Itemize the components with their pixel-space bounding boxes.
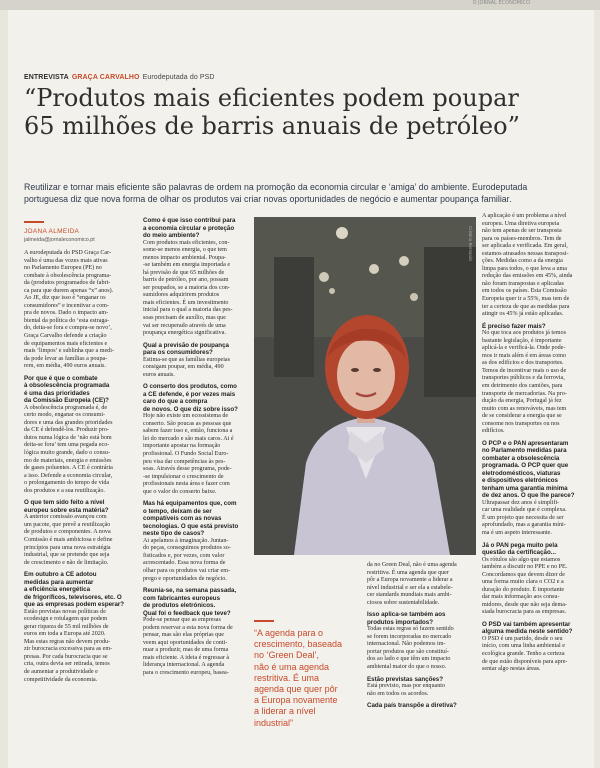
text-line: Com produtos mais eficientes, con-: [143, 239, 230, 246]
text-line: A anterior comissão avançou com: [24, 514, 107, 521]
text-line: no Parlamento medidas para: [482, 447, 567, 455]
text-line: deita-se fora’ tem uma pegada eco-: [24, 442, 110, 449]
standfirst: [24, 182, 586, 205]
text-line: No que toca aos produtos já temos: [482, 330, 566, 337]
body-paragraph: [482, 213, 586, 319]
text-line: pra de novos. Dado o impacto am-: [24, 310, 109, 317]
text-line: Todas estas regras só fazem sentido: [367, 626, 454, 633]
text-line: redução das emissões em 45%, ainda: [482, 273, 573, 280]
text-line: da pode levar as famílias a poupa-: [24, 355, 108, 362]
author-name: JOANA ALMEIDA: [24, 228, 80, 235]
text-line: para o crescimento europeu, basea-: [143, 669, 229, 676]
text-line: alguma medida neste sentido?: [482, 628, 573, 636]
body-paragraph: [143, 357, 249, 380]
text-line: uma forma muito clara o CO2 e a: [482, 579, 564, 586]
text-line: neste tipo de casos?: [143, 530, 205, 538]
interview-question: [24, 571, 134, 609]
accent-rule: [254, 620, 274, 622]
column-4: [482, 213, 586, 674]
text-line: Já o PAN pega muito pela: [482, 541, 558, 549]
text-line: em todos os países. Esta Comissão: [482, 288, 567, 295]
text-line: O PCP e o PAN apresentaram: [482, 439, 569, 447]
text-line: da (produtos programados de fabri-: [24, 280, 111, 287]
interview-question: [24, 375, 134, 405]
text-line: mais eficiente. A ideia é regressar à: [143, 654, 230, 661]
text-line: ecodesign e rotulagem que podem: [24, 616, 108, 623]
pull-quote-line: agenda que quer pôr: [254, 684, 338, 695]
interview-question: [143, 500, 249, 538]
text-line: princípios para uma nova estratégia: [24, 544, 111, 551]
text-line: A obsolescência programada é, de: [24, 404, 108, 411]
text-line: pôr a Europa novamente a liderar a: [367, 577, 453, 584]
text-line: ecológica grande. Tenho a certeza: [482, 651, 565, 658]
body-paragraph: [367, 562, 477, 607]
text-line: portar produtos que são constituí-: [367, 648, 449, 655]
text-line: dos produtos e a sua reutilização.: [24, 487, 105, 494]
interviewee-name: GRAÇA CARVALHO: [71, 74, 140, 81]
byline: [24, 221, 134, 243]
interview-question: [143, 342, 249, 357]
portrait-illustration: [254, 217, 476, 555]
text-line: do peças, conseguimos produtos so-: [143, 545, 231, 552]
text-line: vai ser recuperado através de uma: [143, 322, 226, 329]
text-line: Ultrapassar dez anos é simplifi-: [482, 499, 560, 506]
text-line: de produtos eletrónicos.: [143, 602, 216, 610]
text-line: Estão previstas novas políticas de: [24, 608, 106, 615]
text-line: competitividade da economia.: [24, 676, 98, 683]
headline: [24, 84, 584, 140]
text-line: não em todos os acordos.: [367, 690, 429, 697]
pull-quote-line: restritiva. É uma: [254, 672, 320, 683]
text-line: Qual foi o feedback que teve?: [143, 609, 231, 617]
text-line: e dispositivos eletrónicos: [482, 477, 558, 485]
text-line: combate à obsolescência programa-: [24, 272, 112, 279]
text-line: liderança internacional. A agenda: [143, 662, 225, 669]
text-line: importante apostar na formação: [143, 443, 221, 450]
text-line: muito com as renováveis, mas tem: [482, 405, 567, 412]
text-line: rem, em média, 490 euros anuais.: [24, 363, 106, 370]
interview-question: [367, 702, 477, 710]
body-paragraph: [482, 330, 586, 436]
text-line: não foram transpostas e aplicadas: [482, 280, 564, 287]
text-line: tenham uma garantia mínima: [482, 484, 568, 492]
body-paragraph: [143, 538, 249, 583]
text-line: Cada país transpõe a diretiva?: [367, 702, 457, 710]
text-line: restritiva. É uma agenda que quer: [367, 569, 449, 576]
text-line: Está previsto, mas por enquanto: [367, 683, 446, 690]
text-line: caro do que a compra: [143, 398, 208, 406]
text-line: do meio ambiente?: [143, 232, 200, 239]
text-line: Por que é que o combate: [24, 374, 98, 382]
text-line: ções. Medidas como a da energia: [482, 258, 563, 265]
text-line: ma é um aspeto interessante.: [482, 530, 552, 536]
text-line: Pode-se pensar que as empresas: [143, 617, 221, 624]
text-line: à obsolescência programada: [24, 382, 110, 390]
photo-credit: Cristina Bernardo: [468, 226, 473, 262]
headline-line: “Produtos mais eficientes podem poupar: [24, 84, 519, 112]
text-line: de dez anos. O que lhe parece?: [482, 492, 575, 500]
body-paragraph: [143, 240, 249, 338]
interviewee-role: Eurodeputada do PSD: [142, 74, 215, 81]
text-line: ambiental maior do que o nosso.: [367, 664, 447, 671]
standfirst-line: Reutilizar e tornar mais eficiente são palavras de ordem na promoção da economia circular e ‘amiga’ do ambiente. Eurodeputada: [24, 182, 528, 192]
text-line: Hoje não existe um ecossistema de: [143, 413, 229, 420]
text-line: a economia circular e proteção: [143, 224, 235, 232]
column-2: [143, 217, 249, 677]
text-line: o prolongamento do tempo de vida: [24, 480, 110, 487]
text-line: de equipamentos mais eficientes e: [24, 340, 108, 347]
text-line: com fabricantes europeus: [143, 594, 221, 602]
interview-question: [143, 383, 249, 413]
pull-quote-line: não é uma agenda: [254, 661, 330, 672]
text-line: o tempo, deixam de ser: [143, 507, 212, 515]
accent-rule: [24, 221, 44, 223]
text-line: de gases poluentes. A CE é contrária: [24, 465, 113, 472]
text-line: olhar para os produtos vai criar em-: [143, 567, 230, 574]
pull-quote-line: a liderar a nível: [254, 706, 316, 717]
text-line: europeu. Uma diretiva europeia: [482, 220, 560, 227]
text-line: aplicá-la e verificá-la. Onde pode-: [482, 345, 566, 352]
text-line: profissionais nesta área e fazer com: [143, 481, 230, 488]
text-line: atingir os 45% já estão aplicadas.: [482, 311, 564, 318]
text-line: Os rótulos são algo que estamos: [482, 556, 561, 563]
text-line: É um projeto que necessita de ser: [482, 514, 564, 521]
text-line: midores, desde que não seja dema-: [482, 601, 567, 608]
interview-question: [143, 217, 249, 240]
portrait-photo: [254, 217, 476, 555]
body-paragraph: [24, 609, 134, 684]
text-line: compatíveis com as novas: [143, 515, 222, 523]
text-line: há previsão de que 65 milhões de: [143, 269, 225, 276]
text-line: cer standards mundiais mais ambi-: [367, 592, 452, 599]
text-line: mais ‘limpos’ e sublinha que a medi-: [24, 348, 114, 355]
text-line: siada burocracia para as empresas.: [482, 609, 567, 616]
text-line: O que tem sido feito a nível: [24, 499, 105, 507]
text-line: combater a obsolescência: [482, 454, 560, 462]
text-line: acrescentado. Essa nova forma de: [143, 560, 226, 567]
author-email[interactable]: jalmeida@jornaleconomico.pt: [24, 237, 95, 243]
text-line: sabem fazer isso e, então, funciona a: [143, 428, 233, 435]
text-line: -se impulsionar o crescimento de: [143, 473, 224, 480]
text-line: valho é uma das vozes mais ativas: [24, 257, 108, 264]
body-paragraph: [367, 626, 477, 671]
text-line: mais eficientes. É um investimento: [143, 299, 229, 306]
text-line: barris de petróleo, por ano, possam: [143, 277, 229, 284]
text-line: mos ir mais além é em áreas como: [482, 352, 567, 359]
text-line: bastante legislação, é importante: [482, 337, 562, 344]
text-line: A eurodeputada do PSD Graça Car-: [24, 250, 112, 256]
text-line: ter a certeza de que as medidas para: [482, 303, 570, 310]
text-line: aprofundado, mas a garantia míni-: [482, 522, 566, 529]
body-paragraph: [482, 636, 586, 674]
text-line: menos impacto ambiental. Poupa-: [143, 254, 226, 261]
column-3: [367, 562, 477, 710]
body-paragraph: [367, 683, 477, 698]
text-line: prego e oportunidades de negócio.: [143, 575, 227, 582]
text-line: a eficiência energética: [24, 586, 91, 594]
text-line: consumidores” e incentivar a com-: [24, 302, 109, 309]
text-line: soas. Através desse programa, pode-: [143, 466, 232, 473]
text-line: consigam poupar, em média, 490: [143, 364, 224, 371]
text-line: eletrodomésticos, viaturas: [482, 469, 561, 477]
text-line: conserto. São poucas as pessoas que: [143, 420, 232, 427]
pull-quote-line: no ‘Green Deal’,: [254, 650, 320, 661]
pull-quote-line: “A agenda para o: [254, 628, 324, 638]
section-label: ENTREVISTA: [24, 74, 69, 81]
text-line: Ao JE, diz que isso é “enganar os: [24, 295, 106, 302]
text-line: Temos de incentivar mais o uso de: [482, 367, 567, 374]
pull-quote-line: a Europa novamente: [254, 695, 338, 706]
pull-quote-line: industrial”: [254, 717, 294, 728]
text-line: lógica muito grande, dado o consu-: [24, 450, 110, 457]
text-line: a isso. Defende a economia circular,: [24, 472, 113, 479]
masthead-text: O JORNAL ECONÓMICO: [472, 0, 530, 6]
text-line: dução da energia, Portugal já fez: [482, 398, 562, 405]
text-line: ser aplicada e verificada. Em geral,: [482, 243, 568, 250]
text-line: para os consumidores?: [143, 349, 213, 357]
text-line: É preciso fazer mais?: [482, 322, 546, 330]
text-line: Europeia quer ir a 55%, mas tem de: [482, 296, 570, 303]
text-line: tecnologias. O que está previsto: [143, 522, 239, 530]
text-line: duração do produto. É importante: [482, 586, 565, 593]
text-line: podem reservar a esta nova forma de: [143, 624, 233, 631]
text-line: internacional. Não podemos im-: [367, 641, 446, 648]
text-line: questão da certificação...: [482, 549, 556, 557]
text-line: não tem apenas de ser transposta: [482, 228, 562, 235]
text-line: europeu sobre esta matéria?: [24, 506, 109, 514]
text-line: Ai apelamos à imaginação. Juntan-: [143, 537, 229, 544]
text-line: Comissão é mais ambiciosa e define: [24, 536, 113, 543]
text-line: da CE é defendê-los. Produzir pro-: [24, 427, 109, 434]
text-line: veem aqui oportunidades de conti-: [143, 639, 228, 646]
text-line: sentar algo nestas áreas.: [482, 666, 541, 673]
text-line: um pacote, que prevê a reutilização: [24, 521, 111, 528]
text-line: edifícios.: [482, 428, 505, 435]
body-paragraph: [24, 250, 134, 371]
text-line: nível industrial e ser ela a estabele-: [367, 584, 453, 591]
text-line: é uma das prioridades: [24, 389, 90, 397]
body-paragraph: [482, 557, 586, 617]
interview-question: [482, 440, 586, 500]
interview-question: [24, 499, 134, 514]
text-line: Reunia-se, na semana passada,: [143, 587, 237, 595]
text-line: que o valor do conserto baixe.: [143, 488, 217, 495]
text-line: sumidores adquirirem produtos: [143, 292, 220, 299]
text-line: dores e uma das grandes prioridades: [24, 419, 113, 426]
text-line: da Comissão Europeia (CE)?: [24, 397, 109, 405]
text-line: poupança energética significativa.: [143, 330, 226, 337]
body-paragraph: [143, 413, 249, 496]
text-line: ciosos sobre sustentabilidade.: [367, 599, 440, 606]
text-line: fisticados e, por vezes, com valor: [143, 552, 225, 559]
column-1: [24, 250, 134, 684]
body-paragraph: [482, 500, 586, 538]
body-paragraph: [24, 405, 134, 496]
text-line: presas. Por cada burocracia que se: [24, 653, 108, 660]
interview-question: [367, 676, 477, 684]
text-line: certo modo, enganar os consumi-: [24, 412, 106, 419]
text-line: dar mais informação aos consu-: [482, 594, 560, 601]
text-line: dos ao lado e que têm um impacto: [367, 656, 451, 663]
text-line: de que estão disponíveis para apre-: [482, 658, 568, 665]
text-line: programada. O PCP quer que: [482, 462, 569, 470]
text-line: O PSD é um partido, desde o seu: [482, 635, 563, 642]
text-line: de produtos e componentes. A nova: [24, 529, 111, 536]
text-line: produtos importados?: [367, 618, 433, 626]
text-line: O PSD vai também apresentar: [482, 620, 571, 628]
text-line: do, deita-se fora e compra-se novo’,: [24, 325, 112, 332]
text-line: de frigoríficos, televisores, etc. O: [24, 593, 122, 601]
text-line: peu visa dar competências às pes-: [143, 458, 226, 465]
text-line: euros em toda a Europa até 2020.: [24, 631, 106, 638]
text-line: no Parlamento Europeu (PE) no: [24, 265, 102, 272]
headline-line: 65 milhões de barris anuais de petróleo”: [24, 112, 520, 140]
text-line: Isso aplica-se também aos: [367, 611, 446, 619]
text-line: ser poupados, se a maioria dos con-: [143, 284, 230, 291]
text-line: medidas para aumentar: [24, 578, 94, 586]
text-line: nuar a produzir, mas de uma forma: [143, 647, 229, 654]
text-line: de crescimento e não de limitação.: [24, 559, 109, 566]
interview-question: [482, 323, 586, 331]
pull-quote: [254, 620, 364, 729]
top-strip: [0, 0, 600, 10]
body-paragraph: [143, 617, 249, 677]
text-line: ca para que durem apenas “x” anos).: [24, 287, 114, 294]
text-line: para os países-membros. Tem de: [482, 235, 562, 242]
standfirst-line: portuguesa diz que nova forma de olhar os produtos vai criar novas oportunidades de negócio e aumentar poupança familiar.: [24, 193, 512, 204]
text-line: industrial, que se pretende que seja: [24, 552, 110, 559]
interview-question: [143, 587, 249, 617]
text-line: de novos. O que diz sobre isso?: [143, 405, 238, 413]
text-line: Graça Carvalho defende a criação: [24, 333, 107, 340]
text-line: início, com uma linha ambiental e: [482, 643, 565, 650]
text-line: cria, outra devia ser retirada, temos: [24, 661, 110, 668]
text-line: -se também em energia importada e: [143, 262, 231, 269]
text-line: inicial para o qual a maioria das pes-: [143, 307, 233, 314]
text-line: Qual a previsão de poupança: [143, 341, 229, 349]
text-line: de aumentar a produtividade e: [24, 669, 98, 676]
text-line: soas precisam de auxílio, mas que: [143, 314, 226, 321]
text-line: mo de materiais, energia e emissões: [24, 457, 112, 464]
interview-question: [367, 611, 477, 626]
text-line: zir burocracia excessiva para as em-: [24, 646, 113, 653]
text-line: que as empresas podem esperar?: [24, 601, 125, 609]
text-line: as dos edifícios e dos transportes.: [482, 360, 564, 367]
text-line: Estima-se que as famílias europeias: [143, 356, 230, 363]
text-line: A aplicação é um problema a nível: [482, 213, 567, 219]
text-line: em detrimento dos camiões, para: [482, 382, 563, 389]
text-line: estamos atrasados nessas transposi-: [482, 250, 569, 257]
text-line: profissional. O Fundo Social Euro-: [143, 450, 229, 457]
pull-quote-line: crescimento, baseada: [254, 639, 343, 650]
text-line: de se considerar a energia que se: [482, 413, 562, 420]
text-line: da no Green Deal, não é uma agenda: [367, 562, 457, 568]
text-line: car uma realidade que é complexa.: [482, 507, 567, 514]
text-line: euros anuais.: [143, 371, 175, 378]
text-line: biental da política do ‘esta estraga-: [24, 317, 110, 324]
text-line: limpa para todos, o que leva a uma: [482, 265, 567, 272]
text-line: transportes públicos e da ferrovia,: [482, 375, 565, 382]
text-line: transporte de mercadorias. Na pro-: [482, 390, 567, 397]
body-paragraph: [24, 514, 134, 567]
text-line: pensar, mas são elas próprias que: [143, 632, 224, 639]
interview-question: [482, 621, 586, 636]
text-line: Concordamos que devem dizer de: [482, 571, 565, 578]
text-line: Estão previstas sanções?: [367, 675, 444, 683]
text-line: Como é que isso contribui para: [143, 217, 236, 224]
text-line: se forem incorporadas no mercado: [367, 633, 452, 640]
kicker: [24, 74, 215, 81]
text-line: consome nos transportes ou nos: [482, 420, 560, 427]
text-line: Mas há equipamentos que, com: [143, 500, 237, 508]
text-line: Em outubro a CE adotou: [24, 571, 97, 579]
text-line: lei do mercado e são mais caros. Ai é: [143, 435, 234, 442]
text-line: some-se menos energia, o que tem: [143, 247, 227, 254]
text-line: Mas estas regras não devem produ-: [24, 638, 111, 645]
text-line: dutos numa lógica de ‘não está bom: [24, 434, 112, 441]
text-line: gerar riqueza de 55 mil milhões de: [24, 623, 109, 630]
interview-question: [482, 542, 586, 557]
text-line: também a discutir no PPE e no PE.: [482, 564, 568, 571]
text-line: a CE defende, é por vezes mais: [143, 390, 236, 398]
text-line: O conserto dos produtos, como: [143, 383, 237, 391]
